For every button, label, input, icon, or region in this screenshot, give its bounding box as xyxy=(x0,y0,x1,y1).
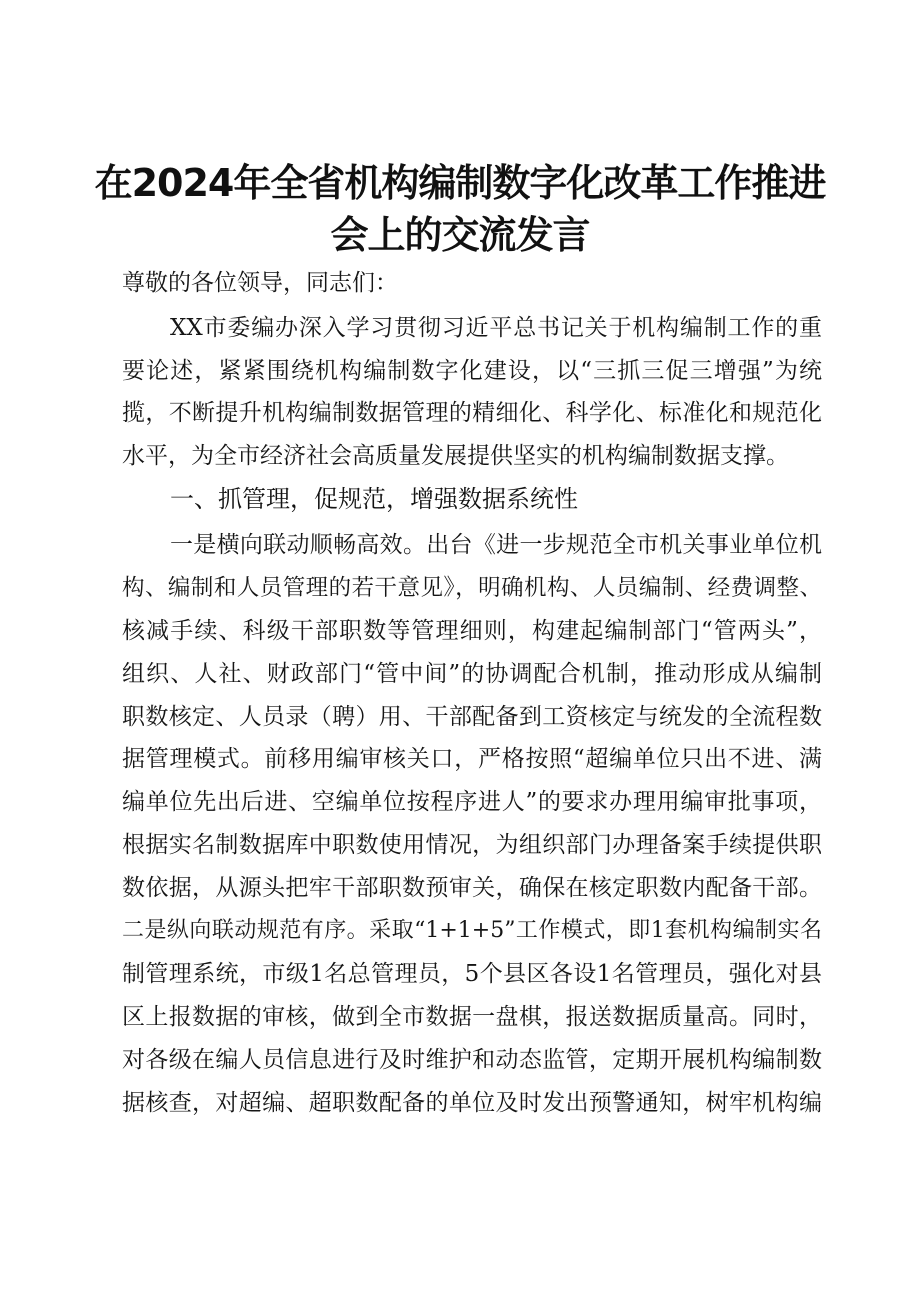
paragraph-line: 据管理模式。前移用编审核关口，严格按照“超编单位只出不进、满 xyxy=(122,746,822,772)
paragraph-line: 制管理系统，市级1名总管理员，5个县区各设1名管理员，强化对县 xyxy=(122,961,822,987)
paragraph-line: 编单位先出后进、空编单位按程序进人”的要求办理用编审批事项， xyxy=(122,789,822,815)
paragraph-line: 根据实名制数据库中职数使用情况，为组织部门办理备案手续提供职 xyxy=(122,832,822,858)
paragraph-line: 组织、人社、财政部门“管中间”的协调配合机制，推动形成从编制 xyxy=(122,661,822,687)
document-title-line-1: 在2024年全省机构编制数字化改革工作推进 xyxy=(94,161,826,205)
paragraph-line: 一是横向联动顺畅高效。出台《进一步规范全市机关事业单位机 xyxy=(170,532,822,558)
intro-line: 要论述，紧紧围绕机构编制数字化建设，以“三抓三促三增强”为统 xyxy=(122,358,822,384)
salutation: 尊敬的各位领导，同志们： xyxy=(122,270,398,296)
intro-line: 水平，为全市经济社会高质量发展提供坚实的机构编制数据支撑。 xyxy=(122,443,789,469)
paragraph-line: 数依据，从源头把牢干部职数预审关，确保在核定职数内配备干部。 xyxy=(122,875,822,901)
paragraph-line: 对各级在编人员信息进行及时维护和动态监管，定期开展机构编制数 xyxy=(122,1047,822,1073)
intro-line: 揽，不断提升机构编制数据管理的精细化、科学化、标准化和规范化 xyxy=(122,400,822,426)
document-title-line-2: 会上的交流发言 xyxy=(330,213,590,257)
paragraph-line: 构、编制和人员管理的若干意见》，明确机构、人员编制、经费调整、 xyxy=(122,575,822,601)
paragraph-line: 核减手续、科级干部职数等管理细则，构建起编制部门“管两头”， xyxy=(122,618,822,644)
paragraph-line: 区上报数据的审核，做到全市数据一盘棋，报送数据质量高。同时， xyxy=(122,1004,822,1030)
section-heading: 一、抓管理，促规范，增强数据系统性 xyxy=(170,485,578,513)
paragraph-line: 据核查，对超编、超职数配备的单位及时发出预警通知，树牢机构编 xyxy=(122,1090,822,1116)
paragraph-line: 二是纵向联动规范有序。采取“1+1+5”工作模式，即1套机构编制实名 xyxy=(122,918,822,943)
intro-line: XX市委编办深入学习贯彻习近平总书记关于机构编制工作的重 xyxy=(170,315,822,341)
paragraph-line: 职数核定、人员录（聘）用、干部配备到工资核定与统发的全流程数 xyxy=(122,704,822,730)
